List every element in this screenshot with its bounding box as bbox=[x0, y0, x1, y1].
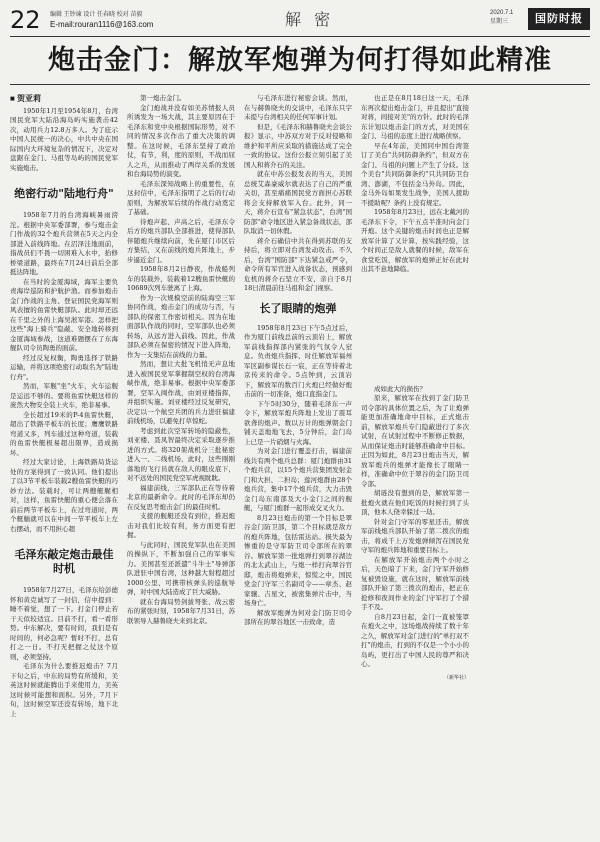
subheading-1: 绝密行动"陆地行舟" bbox=[14, 187, 114, 200]
paragraph: 8月23日炮击的第一个目标是翠谷金门防卫部，第二个目标就是敌方的炮兵阵地，包括雷达站。损失最为惨重的是守军防卫司令部所在的翠谷。解放军第一批炮弹打到翠谷湖边的北太武山上，与炮一样打向翠谷官邸，炮击将炮弹来，惊慌之中，国民党金门守军三名副司令——章杰、赵家骧、吉星文，被密集弹片击中，当场身亡。 bbox=[244, 513, 352, 607]
column3-paragraphs bbox=[244, 94, 352, 294]
newspaper-logo: 国防时报 bbox=[528, 8, 590, 30]
issue-date-block bbox=[490, 9, 513, 27]
paragraph: 蒋介石确信中共在得到苏联的支持后，将立即对台湾发动攻击。不久后，台湾"国防部"下达紧急戒严令，命令所有军官进入战备状态，预感到危机的蒋介石坚立不安，亲自于8月18日清晨前往马祖和金门视察。 bbox=[244, 236, 352, 292]
paragraph: 为对金门进行覆盖打击，福建前线共有两个炮兵总群：厦门炮群由31个炮兵营，以15个炮兵营集团发射金门和大担、二担岛；莲河炮群由28个炮兵营，集中17个炮兵营，大力击毁金门岛东南部及大小金门之间的舰艇，与厦门炮群一起形成交叉火力。 bbox=[244, 447, 352, 512]
column2-paragraphs bbox=[127, 94, 235, 626]
issue-weekday: 星期三 bbox=[490, 19, 509, 25]
paragraph: 针对金门守军的零星还击，解放军前线炮兵部队开始了第二拨次的炮击，将成千上万发炮弹倾泻在国民党守军的炮兵阵地和重要目标上。 bbox=[361, 517, 469, 554]
paragraph: 在解放军开始炮击两个小时之后，天色暗了下来，金门守军开始修复被毁设施，就在这时，解放军前线部队开始了第三拨次的炮击，把正在抢修和夜间作业的金门守军打了个措手不及。 bbox=[361, 555, 469, 611]
author-byline: ■ 贺亚莉 bbox=[10, 94, 42, 103]
section-title: 解 密 bbox=[285, 10, 335, 29]
column-1 bbox=[10, 94, 118, 719]
paragraph: 考虑到此次空军转场的隐蔽性，刘亚楼、聂凤智最终决定采取逐步推进的方式。将320架战机分三批秘密进入一、二线机场，此时，这些刚刚落地的飞行员就在敌人的眼皮底下，对不远处的国民党空军虎视眈眈。 bbox=[127, 426, 235, 482]
paragraph: 原来，解放军在找到了金门防卫司令部的具体位置之后，为了让炮弹能更加准确地命中目标，正式炮击前，解放军炮兵专门隐蔽进行了多次试射，在试射过程中不断修正数据，从而保证炮击时能够准确命中目标。正因为如此，8月23日炮击当天，解放军炮兵的炮弹才能像长了眼睛一样，准确命中位于翠谷的金门防卫司令部。 bbox=[361, 394, 469, 488]
paragraph: 经过反复权衡，陶勇选择了铁路运输，并将这项绝密行动取名为"陆地行舟"。 bbox=[10, 353, 118, 381]
paragraph: 全长超过19米的P-4鱼雷快艇，超出了铁路平板车的长度；鹰鹰铁路弯道又多，列车通过这种弯道，装载的鱼雷快艇极易超出限界，造成损坏。 bbox=[10, 410, 118, 457]
paragraph: 待炮声起、声高之后，毛泽东令后方的炮兵部队全部推进，使得部队伴随炮兵继续向前，先在厦门市区后方集结，又在前线的炮兵阵地上，步步逼近金门。 bbox=[127, 217, 235, 264]
intro-paragraphs bbox=[10, 107, 118, 174]
paragraph: 1950年1月至1954年8月，台湾国民党军大陆沿海岛屿实施袭击42次，动用兵力12.8万多人。为了庇示中国人民统一的决心，中共中央在国际国内大环境复杂的情况下，决定对盘踞在金门、马祖等岛屿的国民党军实施炮击。 bbox=[10, 106, 118, 172]
paragraph: 解放军炮弹为何对金门防卫司令部所在的翠谷地区一击致命，造 bbox=[244, 608, 352, 626]
section1-paragraphs bbox=[10, 211, 118, 534]
paragraph: 与此同时，国民党军队也在美国的操纵下，不断加强自己的军事实力。美国甚至还派遣"斗牛士"导弹部队进驻中国台湾，这种越大射程超过1000公里、可携带核弹头的巡航导弹，对中国大陆造成了巨大威胁。 bbox=[127, 540, 235, 596]
subheading-3: 长了眼睛的炮弹 bbox=[259, 301, 337, 315]
paragraph: 胡琏没有想到的是，解放军第一批炮火就在他们吃饭的时候打到了头顶，他本人侥幸躲过一劫。 bbox=[361, 489, 469, 516]
headline: 炮击金门：解放军炮弹为何打得如此精准 bbox=[48, 45, 552, 76]
paragraph: 福建前线，三军部队正在等待着北京的最新命令。此时的毛泽东却仍在反复思考炮击金门的最佳时机。 bbox=[127, 483, 235, 511]
page-number: 22 bbox=[10, 6, 41, 34]
staff-credits: 编辑 王钞谏 设计 任春晓 校对 苗毅 bbox=[50, 12, 143, 18]
paragraph: 1958年7月的台湾海峡暑雨滂沱。根据中央军委部署，参与炮击金门作战的32个炮兵营须在5天之内全部进入前线阵地。在沼泽洼地面前，指战员们不畏一切困难入水中，抬修桥梁道路，最终在7月24日前后全部抵达阵地。 bbox=[10, 211, 118, 276]
paragraph: 在当时的金厦海域，海军主要负责海岸巡防和护航护渔。而参加炮击金门作战的主角、登证国民党海军则风表擅的鱼雷快艇部队。此时却还远在千里之外的上海吴淞军港。怎样把这些"海上骑兵"隐蔽、安全地转移到金厦海域参战，这道难题摆在了东海舰队司令员陶勇的面前。 bbox=[10, 277, 118, 352]
page-header bbox=[10, 5, 590, 39]
paragraph: 支援的舰艇还没有到位，推迟炮击对我们比较有利，务方面更有把握。 bbox=[127, 512, 235, 539]
section2-paragraphs bbox=[10, 586, 118, 719]
paragraph: 也正是在8月18日这一天，毛泽东再次提出炮击金门，并且提出"直接对蒋，间接对美"的方针。此时的毛泽东计划以炮击金门的方式，对美国在金门、马祖的态度上进行战略侦察。 bbox=[361, 94, 469, 140]
paragraph: 下午5时30分，随着毛泽东一声令下，解放军炮兵阵地上发出了震耳欲聋的炮声。数以万计的炮弹朝金门铺天盖地地飞去，5分钟后，金门岛上已是一片硝烟与火海。 bbox=[244, 399, 352, 446]
issue-date: 2020.7.1 bbox=[490, 10, 514, 16]
paragraph: 然而，想让大批飞机悄无声息地进入被国民党军掌握制空权的台湾海峡作战，绝非易事。根据中央军委部署，空军入闽作战，由刘亚楼指挥，并组织实施。刘亚楼经过反复研究，决定以一个航空兵团的兵力进驻福建前线机场，以避免打草惊蛇。 bbox=[127, 360, 235, 425]
headline-divider bbox=[10, 84, 590, 85]
contact-email: E-mail:rouran1116@163.com bbox=[50, 20, 154, 29]
paragraph: 成如此大的损伤？ bbox=[374, 384, 426, 393]
column4-paragraphs bbox=[361, 94, 469, 275]
paragraph: 1958年8月23日下午5点过后，作为厦门前线总前的云顶岩上，解放军前线指挥部内紧张的气氛令人窒息。负责炮兵指挥、时任解放军福州军区副参谋长石一宸，正在等待着北京传来的命令。5点钟到，云顶岩下，解放军的数百门火炮已经做好炮击前的一切准备，炮口直指金门。 bbox=[244, 323, 352, 398]
paragraph: 1958年8月2日静夜，作战船列车的装载外，装载着12艘鱼雷快艇的10689次列车驶离了上海。 bbox=[127, 265, 235, 292]
section3-paragraphs bbox=[244, 324, 352, 628]
paragraph: 早在4年前，美国同中国台湾签订了美台"共同防御条约"，但双方在金门、马祖的问题上产生了分歧。这个美台"共同防御条约"只共同防卫台湾、澎湖，不包括金马外岛。因此，金马外岛如果发生战争，美国人援助不援助呢？条约上没有规定。 bbox=[361, 141, 469, 207]
column4-spacer bbox=[361, 275, 469, 385]
paragraph: 就在中苏公报发表的当天，美国总统艾森豪威尔就表达了自己的严重关切，甚至痛痛国民党方面担心苏联将会支持解放军入台。此外，同一天，蒋介石宣布"紧急状态"，台湾"国防部"命令地区进入紧急备战状态，部队取消一切休假。 bbox=[244, 170, 352, 235]
paragraph: 作为一次规模空前的陆海空三军协同作战，炮击金门的成功与否，与部队的保密工作密切相关。因为在地面部队作战的同时，空军部队也必须转场，从远方进入前线。因此，作战部队必须在保密的情况下进入阵地，作为一支集结在前线的力量。 bbox=[127, 293, 235, 359]
paragraph: 经过大家讨论，上海铁路局货运处的方案得到了一致认同。他们提出了以3节平板车装载2艘鱼雷快艇的巧妙方法。装载时，可让两艘艇艉相对，这样，鱼雷快艇的重心便会落在前后两节平板车上，在过弯道时，两个艇艏就可以在中间一节平板车上左右摆动，而不用担心超 bbox=[10, 458, 118, 533]
paragraph: 自8月23日起，金门一直被笼罩在炮火之中，这场炮战持续了数十年之久，解放军对金门进行的"单打双不打"的炮击，打到的不仅是一个小小的岛屿，更打出了中国人民的尊严和决心。 bbox=[361, 612, 469, 668]
column4-section3-paragraphs bbox=[361, 385, 469, 670]
paragraph: 然而，军舰"坐"火车，火车运舰是运远不够的。要将鱼雷快艇这样的庞然大物安全装上火车，绝非易事。 bbox=[10, 382, 118, 409]
paragraph: 就在台海局势剑拔弩张、战云密布的紧张时刻，1958年7月31日，苏联领导人赫鲁晓夫来到北京。 bbox=[127, 597, 235, 625]
paragraph: 金门炮战并没有如美苏情报人员所诱发为一场大战，其主要原因在于毛泽东和党中央根据国际形势，对不同的情况多次作出了重大决策的调整。在这时候，毛泽东坚持了政治仗，有节，利，度的原则，不战而屈人之兵，从而推动了两岸关系的发展和台海局势的演变。 bbox=[127, 103, 235, 178]
paragraph: 毛泽东深知战略上的重要性，在这封信中，毛泽东指明了之后的行动原则，为解放军后续的作战行动奠定了基础。 bbox=[127, 179, 235, 216]
paragraph: 毛泽东为什么要推迟炮击？7月下旬之后，中东的局势有所缓和，美英这时候就能腾出手来使用力，美英这时候可能想和面积。另外，7月下旬，这时候空军还没有转场，地下北上 bbox=[10, 662, 118, 718]
column-2 bbox=[127, 94, 235, 834]
paragraph: 1958年7月27日，毛泽东给彭德怀和黄克诚写了一封信，信中提到：睡不着觉，想了一下。打金门停止若干天似较适宜。目前不打，看一看形势。中东解决，要有时间，我们是有时间的，何必急呢？暂时不打，总有打之一日。不打无把握之仗这个原则，必须坚持。 bbox=[10, 586, 118, 661]
column-4 bbox=[361, 94, 469, 834]
subheading-2: 毛泽东敲定炮击最佳时机 bbox=[14, 548, 114, 575]
source-credit: （新华社） bbox=[443, 674, 469, 681]
paragraph: 但是，《毛泽东和赫鲁晓夫会谈公报》显示，中苏双方对于反对侵略和维护和平所应采取的措施达成了完全一致的协议。这份公报立刻引起了美国人和蒋介石的关注。 bbox=[244, 122, 352, 169]
paragraph: 与毛泽东进行秘密会谈。然而，在与赫鲁晓夫的交谈中，毛泽东只字未提与台湾相关的任何军事计划。 bbox=[244, 94, 352, 121]
column-3 bbox=[244, 94, 352, 834]
header-divider bbox=[10, 36, 590, 37]
paragraph: 第一炮击金门。 bbox=[140, 94, 186, 102]
paragraph: 1958年8月23日，远在北戴河的毛泽东下令，下午五点半准时向金门开炮。这个关键的炮击时间也正是解放军计算了又计算，按实践经验，这个时间正是敌人就餐的时候，敌军在食堂吃饭，解放军的炮弹正好在此时出其不意地降临。 bbox=[361, 208, 469, 273]
